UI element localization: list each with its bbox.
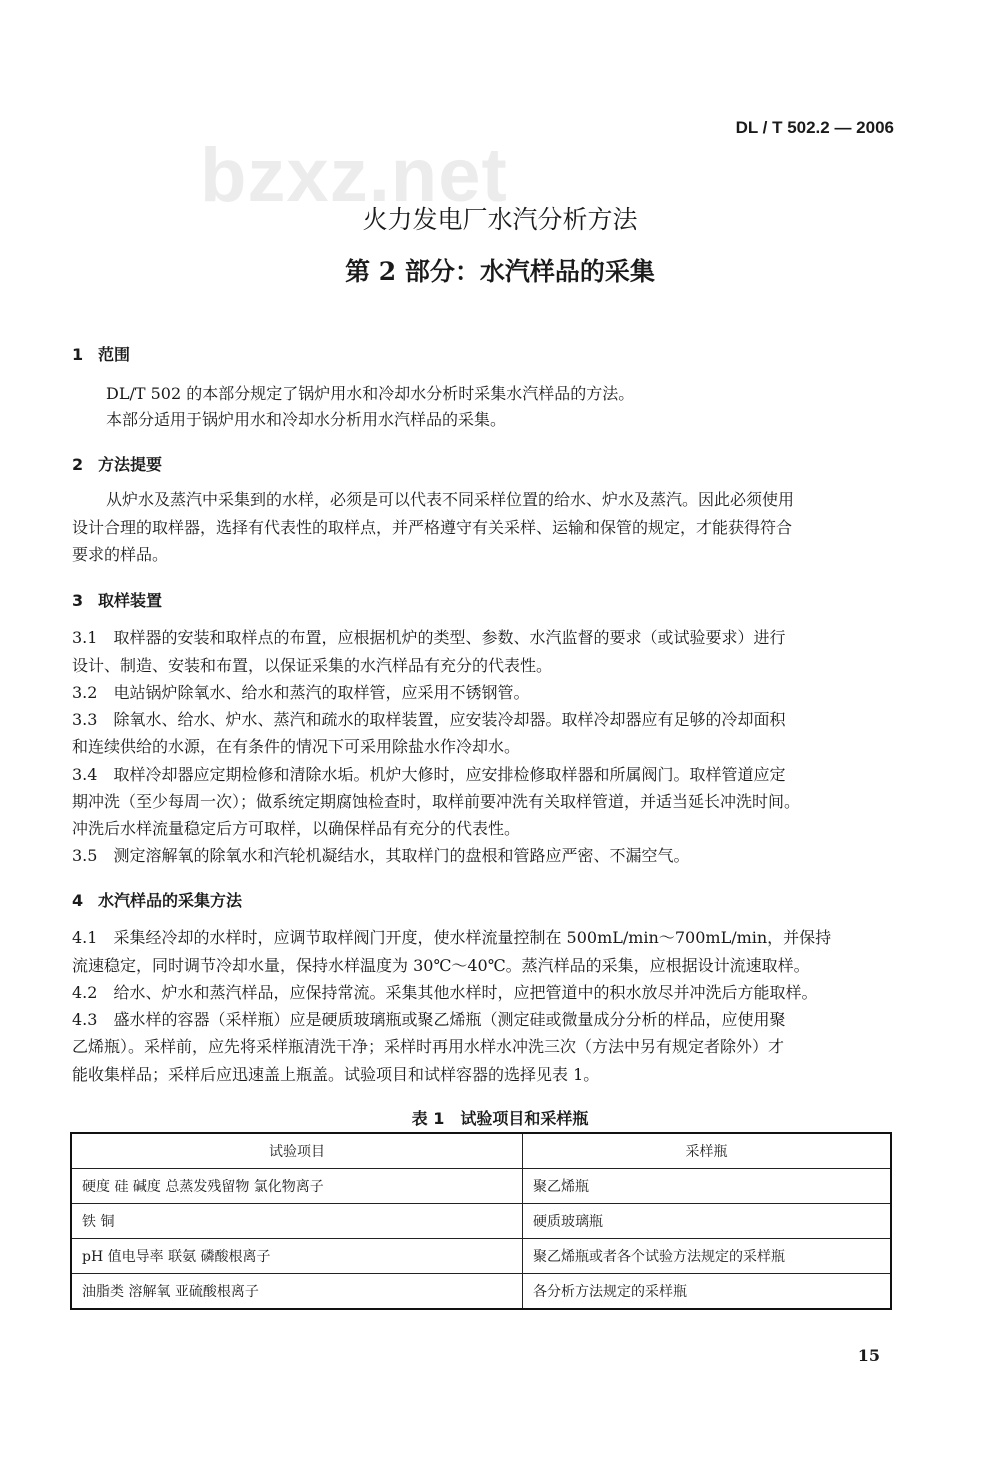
paragraph-line: 3.2 电站锅炉除氧水、给水和蒸汽的取样管，应采用不锈钢管。 <box>72 683 530 702</box>
standard-code: DL / T 502.2 — 2006 <box>735 118 894 137</box>
table-cell: 硬质玻璃瓶 <box>523 1204 892 1239</box>
section-title: 水汽样品的采集方法 <box>98 891 243 910</box>
section-number: 1 <box>72 345 84 364</box>
paragraph-line: DL/T 502 的本部分规定了锅炉用水和冷却水分析时采集水汽样品的方法。 <box>106 384 635 403</box>
paragraph-line: 设计、制造、安装和布置，以保证采集的水汽样品有充分的代表性。 <box>72 656 553 675</box>
table-row <box>71 1169 891 1204</box>
section-number: 2 <box>72 455 84 474</box>
page-number: 15 <box>857 1346 880 1365</box>
table-cell: 硬度 硅 碱度 总蒸发残留物 氯化物离子 <box>71 1169 523 1204</box>
section-number: 3 <box>72 591 84 610</box>
section-title: 范围 <box>98 345 131 364</box>
section-number: 4 <box>72 891 84 910</box>
paragraph-line: 4.1 采集经冷却的水样时，应调节取样阀门开度，使水样流量控制在 500mL/min～700mL/min，并保持 <box>72 928 832 947</box>
column-header-sample-bottle: 采样瓶 <box>523 1133 892 1169</box>
table-row <box>71 1239 891 1274</box>
document-subtitle: 第 2 部分：水汽样品的采集 <box>345 257 655 286</box>
paragraph-line: 3.1 取样器的安装和取样点的布置，应根据机炉的类型、参数、水汽监督的要求（或试验要求）进行 <box>72 628 786 647</box>
paragraph-line: 和连续供给的水源，在有条件的情况下可采用除盐水作冷却水。 <box>72 737 521 756</box>
table-cell: 聚乙烯瓶或者各个试验方法规定的采样瓶 <box>523 1239 892 1274</box>
paragraph-line: 冲洗后水样流量稳定后方可取样，以确保样品有充分的代表性。 <box>72 819 521 838</box>
table-header-row <box>71 1133 891 1169</box>
paragraph-line: 3.3 除氧水、给水、炉水、蒸汽和疏水的取样装置，应安装冷却器。取样冷却器应有足够的冷却面积 <box>72 710 786 729</box>
section-2-heading <box>72 452 162 475</box>
paragraph-line: 乙烯瓶）。采样前，应先将采样瓶清洗干净；采样时再用水样水冲洗三次（方法中另有规定者除外）才 <box>72 1037 785 1056</box>
table-cell: 铁 铜 <box>71 1204 523 1239</box>
paragraph-line: 期冲洗（至少每周一次）；做系统定期腐蚀检查时，取样前要冲洗有关取样管道，并适当延长冲洗时间。 <box>72 792 801 811</box>
paragraph-line: 流速稳定，同时调节冷却水量，保持水样温度为 30℃～40℃。蒸汽样品的采集，应根据设计流速取样。 <box>72 956 810 975</box>
paragraph-line: 4.3 盛水样的容器（采样瓶）应是硬质玻璃瓶或聚乙烯瓶（测定硅或微量成分分析的样品，应使用聚 <box>72 1010 786 1029</box>
table-caption: 表 1 试验项目和采样瓶 <box>411 1109 589 1128</box>
sample-bottle-table <box>70 1132 892 1310</box>
paragraph-line: 3.5 测定溶解氧的除氧水和汽轮机凝结水，其取样门的盘根和管路应严密、不漏空气。 <box>72 846 690 865</box>
section-title: 取样装置 <box>98 591 163 610</box>
paragraph-line: 4.2 给水、炉水和蒸汽样品，应保持常流。采集其他水样时，应把管道中的积水放尽并冲洗后方能取样。 <box>72 983 818 1002</box>
table-cell: 聚乙烯瓶 <box>523 1169 892 1204</box>
table-cell: pH 值电导率 联氨 磷酸根离子 <box>71 1239 523 1274</box>
section-4-heading <box>72 888 242 911</box>
section-3-heading <box>72 588 162 611</box>
column-header-test-item: 试验项目 <box>71 1133 523 1169</box>
paragraph-line: 设计合理的取样器，选择有代表性的取样点，并严格遵守有关采样、运输和保管的规定，才能获得符合 <box>72 518 793 537</box>
paragraph-line: 要求的样品。 <box>72 545 169 564</box>
table-row <box>71 1204 891 1239</box>
table-cell: 各分析方法规定的采样瓶 <box>523 1274 892 1310</box>
paragraph-line: 能收集样品；采样后应迅速盖上瓶盖。试验项目和试样容器的选择见表 1。 <box>72 1065 600 1084</box>
document-title: 火力发电厂水汽分析方法 <box>362 205 638 234</box>
section-title: 方法提要 <box>98 455 163 474</box>
paragraph-line: 从炉水及蒸汽中采集到的水样，必须是可以代表不同采样位置的给水、炉水及蒸汽。因此必须使用 <box>106 490 795 509</box>
watermark: bzxz.net <box>200 133 508 218</box>
section-1-heading <box>72 342 130 365</box>
paragraph-line: 本部分适用于锅炉用水和冷却水分析用水汽样品的采集。 <box>106 410 507 429</box>
table-row <box>71 1274 891 1310</box>
paragraph-line: 3.4 取样冷却器应定期检修和清除水垢。机炉大修时，应安排检修取样器和所属阀门。取样管道应定 <box>72 765 786 784</box>
table-cell: 油脂类 溶解氧 亚硫酸根离子 <box>71 1274 523 1310</box>
